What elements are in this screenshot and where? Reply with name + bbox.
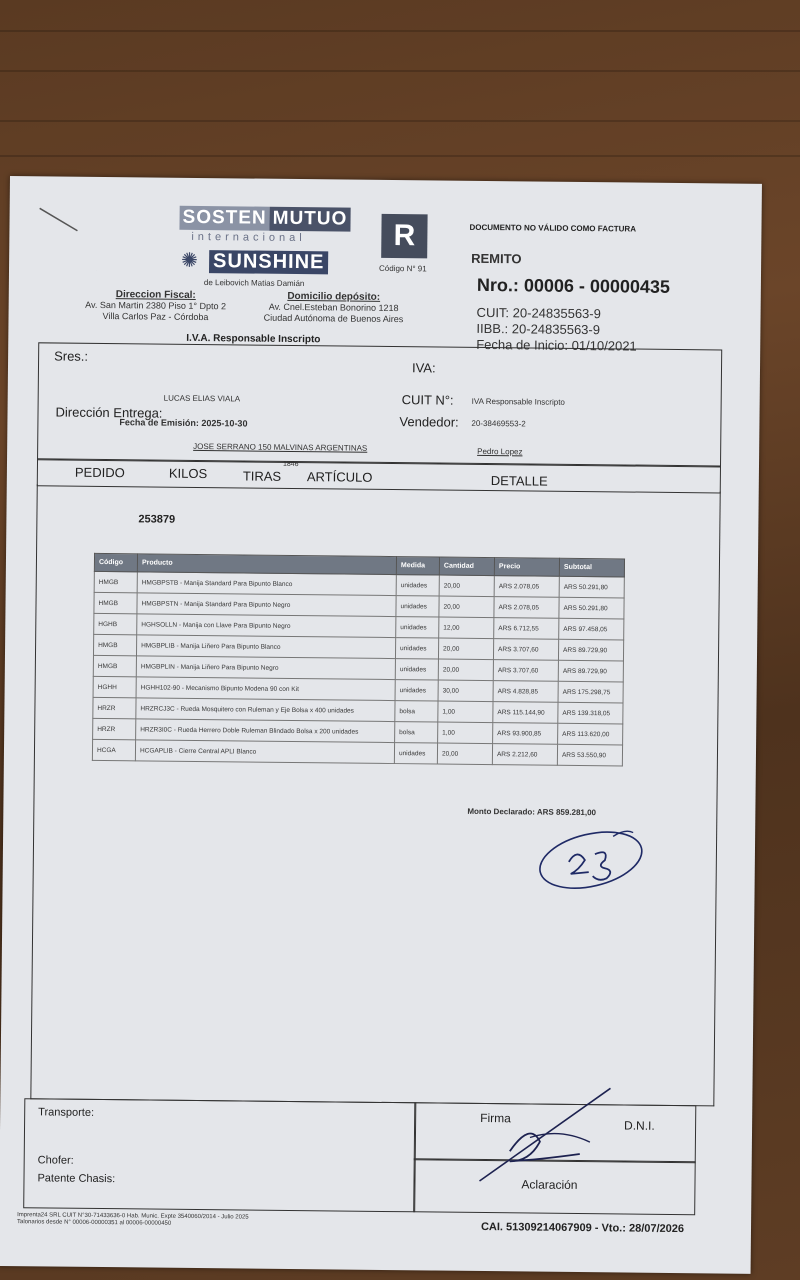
th-precio: Precio <box>494 558 559 577</box>
col-pedido: PEDIDO <box>74 464 125 481</box>
client-name: LUCAS ELIAS VIALA <box>163 393 241 404</box>
cuit-value: 20-38469553-2 <box>471 418 526 429</box>
cell-producto: HMGBPLIN - Manija Liñero Para Bipunto Negro <box>136 656 395 680</box>
vendedor-value: Pedro Lopez <box>477 446 523 457</box>
cell-subtotal: ARS 113.620,00 <box>558 723 623 745</box>
sun-icon: ✺ <box>181 249 199 272</box>
cell-precio: ARS 3.707,60 <box>493 660 558 682</box>
dir-fiscal: Direccion Fiscal: Av. San Martin 2380 Piso 1° Dpto 2 Villa Carlos Paz - Córdoba <box>85 289 227 323</box>
cell-precio: ARS 3.707,60 <box>493 639 558 661</box>
cell-producto: HMGBPSTN - Manija Standard Para Bipunto Negro <box>137 593 396 617</box>
vendedor-label: Vendedor: <box>399 414 459 430</box>
cai-info: CAI. 51309214067909 - Vto.: 28/07/2026 <box>480 1220 685 1236</box>
cell-subtotal: ARS 89.729,90 <box>558 660 623 682</box>
col-detalle: DETALLE <box>490 473 548 489</box>
cuit-label: CUIT N°: <box>401 392 454 408</box>
cell-subtotal: ARS 89.729,90 <box>558 639 623 661</box>
cell-codigo: HMGB <box>93 655 136 676</box>
cell-cantidad: 20,00 <box>439 596 494 618</box>
cell-cantidad: 20,00 <box>438 638 493 660</box>
cell-codigo: HMGB <box>93 634 136 655</box>
not-valid-notice: DOCUMENTO NO VÁLIDO COMO FACTURA <box>469 222 637 234</box>
cell-cantidad: 20,00 <box>439 575 494 597</box>
items-table <box>92 553 625 767</box>
delivery-address: JOSE SERRANO 150 MALVINAS ARGENTINAS <box>193 441 368 453</box>
cell-medida: unidades <box>395 659 438 680</box>
cell-medida: bolsa <box>395 701 438 722</box>
doc-type: REMITO <box>471 250 522 267</box>
monto-declarado: Monto Declarado: ARS 859.281,00 <box>467 806 597 818</box>
cell-cantidad: 20,00 <box>437 743 492 765</box>
cell-codigo: HRZR <box>93 718 136 739</box>
cell-medida: unidades <box>396 617 439 638</box>
remito-document <box>0 176 762 1274</box>
cell-subtotal: ARS 139.318,05 <box>558 702 623 724</box>
doc-code: Código N° 91 <box>379 263 427 274</box>
cell-precio: ARS 2.078,05 <box>494 576 559 598</box>
cell-medida: unidades <box>396 596 439 617</box>
cell-precio: ARS 2.212,60 <box>492 744 557 766</box>
cell-codigo: HMGB <box>94 571 137 592</box>
cell-producto: HGHH102-90 - Mecanismo Bipunto Modena 90 con Kit <box>136 677 395 701</box>
cell-medida: unidades <box>395 638 438 659</box>
doc-number: Nro.: 00006 - 00000435 <box>476 274 671 297</box>
transporte-label: Transporte: <box>38 1106 95 1119</box>
aclaracion-label: Aclaración <box>521 1177 578 1192</box>
iva-value: IVA Responsable Inscripto <box>471 396 565 407</box>
col-articulo: ARTÍCULO <box>306 469 373 485</box>
th-codigo: Código <box>94 553 137 571</box>
doc-letter-box: R <box>381 214 427 258</box>
handwritten-initials-signature <box>533 822 654 893</box>
sres-label: Sres.: <box>54 348 89 364</box>
cell-producto: HCGAPLIB - Cierre Central APLI Blanco <box>135 740 394 764</box>
cell-medida: unidades <box>395 680 438 701</box>
extra-number: 1846 <box>282 460 299 469</box>
cell-producto: HMGBPLIB - Manija Liñero Para Bipunto Blanco <box>136 635 395 659</box>
cell-codigo: HMGB <box>94 592 137 613</box>
th-subtotal: Subtotal <box>559 558 624 577</box>
chofer-label: Chofer: <box>37 1154 74 1167</box>
cell-subtotal: ARS 50.291,80 <box>559 597 624 619</box>
cell-cantidad: 1,00 <box>438 722 493 744</box>
cell-precio: ARS 6.712,55 <box>494 618 559 640</box>
patente-label: Patente Chasis: <box>37 1172 116 1186</box>
handwritten-signature <box>469 1081 630 1193</box>
sunshine-logo: SUNSHINE <box>209 250 329 274</box>
cell-cantidad: 12,00 <box>439 617 494 639</box>
order-number: 253879 <box>138 513 176 526</box>
direccion-label: Dirección Entrega: <box>55 404 163 421</box>
cuit-block: CUIT: 20-24835563-9 IIBB.: 20-24835563-9 Fecha de Inicio: 01/10/2021 <box>476 304 637 354</box>
cell-codigo: HGHB <box>94 613 137 634</box>
col-kilos: KILOS <box>168 465 208 482</box>
cell-medida: unidades <box>394 743 437 764</box>
pen-stroke-marks <box>37 206 98 277</box>
iva-status: I.V.A. Responsable Inscripto <box>186 332 321 346</box>
cell-codigo: HCGA <box>92 739 135 760</box>
cell-codigo: HGHH <box>93 676 136 697</box>
col-tiras: TIRAS <box>242 468 282 484</box>
cell-medida: unidades <box>396 575 439 596</box>
cell-precio: ARS 93.900,85 <box>493 723 558 745</box>
th-producto: Producto <box>137 554 396 575</box>
brand-owner: de Leibovich Matias Damián <box>203 278 305 289</box>
domicilio-deposito: Domicilio depósito: Av. Cnel.Esteban Bonorino 1218 Ciudad Autónoma de Buenos Aires <box>263 290 404 325</box>
cell-precio: ARS 115.144,90 <box>493 702 558 724</box>
cell-cantidad: 20,00 <box>438 659 493 681</box>
cell-subtotal: ARS 53.550,90 <box>557 744 622 766</box>
cell-medida: bolsa <box>395 722 438 743</box>
cell-cantidad: 30,00 <box>438 680 493 702</box>
fecha-emision: Fecha de Emisión: 2025-10-30 <box>119 417 248 429</box>
brand-sub: internacional <box>191 230 306 245</box>
cell-precio: ARS 4.828,85 <box>493 681 558 703</box>
cell-codigo: HRZR <box>93 697 136 718</box>
sosten-mutuo-logo: SOSTEN MUTUO <box>179 206 350 232</box>
th-cantidad: Cantidad <box>439 557 494 576</box>
cell-producto: HMGBPSTB - Manija Standard Para Bipunto Blanco <box>137 572 396 596</box>
cell-cantidad: 1,00 <box>438 701 493 723</box>
dni-label: D.N.I. <box>624 1118 655 1133</box>
printer-info: Imprenta24 SRL CUIT N°30-71433636-0 Hab. Munic. Expte 3540060/2014 - Julio 2025 Talonarios desde N° 00006-00000351 al 00006-00000450 <box>17 1212 249 1227</box>
iva-label: IVA: <box>411 360 436 376</box>
cell-subtotal: ARS 97.458,05 <box>559 618 624 640</box>
cell-subtotal: ARS 175.298,75 <box>558 681 623 703</box>
cell-precio: ARS 2.078,05 <box>494 597 559 619</box>
cell-producto: HRZR3I0C - Rueda Herrero Doble Ruleman Blindado Bolsa x 200 unidades <box>136 719 395 743</box>
th-medida: Medida <box>396 557 439 575</box>
cell-subtotal: ARS 50.291,80 <box>559 576 624 598</box>
cell-producto: HGHSOLLN - Manija con Llave Para Bipunto Negro <box>137 614 396 638</box>
cell-producto: HRZRCJ3C - Rueda Mosquitero con Ruleman y Eje Bolsa x 400 unidades <box>136 698 395 722</box>
firma-label: Firma <box>480 1110 511 1126</box>
